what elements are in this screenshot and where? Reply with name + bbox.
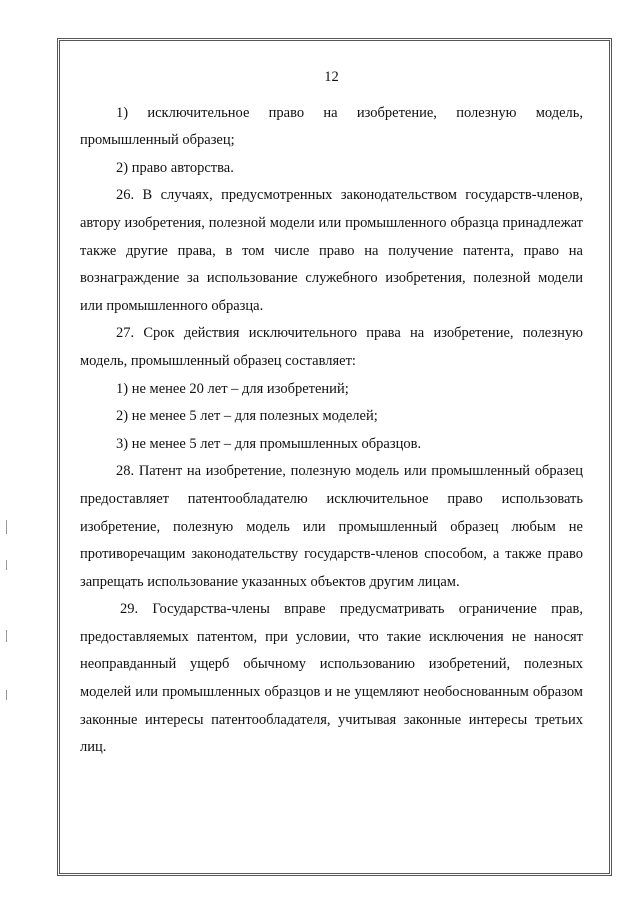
paragraph-27-item-3: 3) не менее 5 лет – для промышленных образцов. bbox=[116, 435, 422, 452]
paragraph-29: 29. Государства-члены вправе предусматривать ограничение прав, предоставляемых патентом, при условии, что такие исключения не наносят неоправданный ущерб обычному использованию изобретений, полезных моделей или промышленных образцов и не ущемляют необоснованным образом законные интересы патентообладателя, учитывая законные интересы третьих лиц. bbox=[80, 601, 583, 756]
paragraph-25-item-2: 2) право авторства. bbox=[116, 159, 234, 176]
page-number: 12 bbox=[324, 69, 339, 85]
paragraph-27-item-2: 2) не менее 5 лет – для полезных моделей; bbox=[116, 408, 378, 425]
paragraph-28: 28. Патент на изобретение, полезную модель или промышленный образец предоставляет патентообладателю исключительное право использовать изобретение, полезную модель или промышленный образец любым не противоречащим законодательству государств-членов способом, а также право запрещать использование указанных объектов другим лицам. bbox=[80, 463, 583, 590]
paragraph-26: 26. В случаях, предусмотренных законодательством государств-членов, автору изобретения, полезной модели или промышленного образца принадлежат также другие права, в том числе право на получение патента, право на вознаграждение за использование служебного изобретения, полезной модели или промышленного образца. bbox=[80, 187, 583, 314]
scan-margin-marks bbox=[6, 520, 8, 720]
paragraph-27-item-1: 1) не менее 20 лет – для изобретений; bbox=[116, 380, 349, 397]
paragraph-25-item-1: 1) исключительное право на изобретение, полезную модель, промышленный образец; bbox=[80, 104, 583, 149]
document-body bbox=[80, 64, 583, 762]
paragraph-27: 27. Срок действия исключительного права на изобретение, полезную модель, промышленный образец составляет: bbox=[80, 325, 583, 369]
